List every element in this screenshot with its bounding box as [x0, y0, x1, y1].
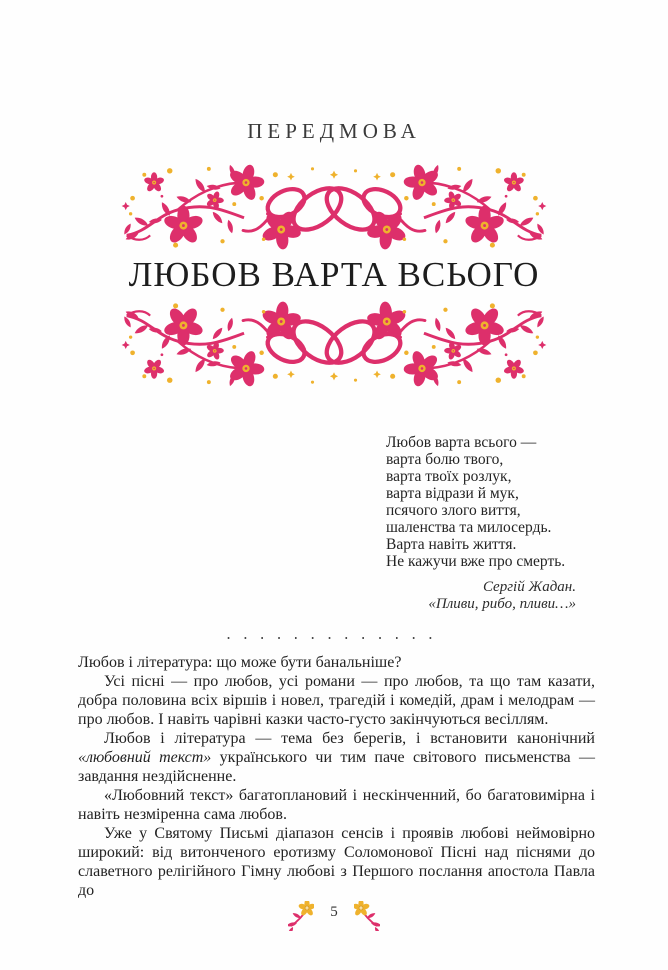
paragraph: Усі пісні — про любов, усі романи — про любов, та що там казати, добра половина всіх віршів і новел, трагедій і комедій, драм і мелодрам — про любов. І навіть чарівні казки часто-густо закінчуються весіллям.	[78, 673, 595, 728]
footer-flower-left-icon	[288, 901, 314, 931]
paragraph: Любов і література — тема без берегів, і встановити канонічний «любовний текст» українського чи тим паче світового письменства — завдання нездійсненне.	[78, 730, 595, 785]
poem-line: Варта навіть життя.	[386, 536, 517, 553]
poem-line: шаленства та милосердь.	[386, 519, 552, 536]
footer-flower-right-icon	[354, 901, 380, 931]
page-number: 5	[330, 903, 338, 920]
paragraph: «Любовний текст» багатоплановий і нескінченний, бо багатовимірна і навіть незміренна сама любов.	[78, 787, 595, 823]
dotted-divider: .............	[224, 628, 444, 643]
epigraph-poem	[386, 434, 576, 570]
poem-line: псячого злого виття,	[386, 502, 521, 519]
epigraph-author: Сергій Жадан.	[482, 579, 576, 595]
poem-line: варта болю твого,	[386, 451, 504, 468]
poem-line: Не кажучи вже про смерть.	[386, 553, 566, 570]
floral-ornament-bottom	[112, 300, 556, 388]
section-kicker: ПЕРЕДМОВА	[247, 119, 421, 143]
epigraph	[386, 434, 576, 613]
floral-ornament-top	[112, 163, 556, 251]
chapter-title: ЛЮБОВ ВАРТА ВСЬОГО	[128, 255, 540, 294]
body-text	[0, 653, 668, 900]
epigraph-source: «Пливи, рибо, пливи…»	[428, 596, 576, 612]
poem-line: Любов варта всього —	[386, 434, 537, 451]
page-footer	[0, 901, 668, 931]
paragraph: Уже у Святому Письмі діапазон сенсів і проявів любові неймовірно широкий: від витонченого еротизму Соломонової Пісні над піснями до славетного релігійного Гімну любові з Першого послання апостола Павла до	[78, 825, 595, 899]
poem-line: варта відрази й мук,	[386, 485, 519, 502]
paragraph: Любов і література: що може бути банальніше?	[78, 654, 402, 671]
poem-line: варта твоїх розлук,	[386, 468, 512, 485]
